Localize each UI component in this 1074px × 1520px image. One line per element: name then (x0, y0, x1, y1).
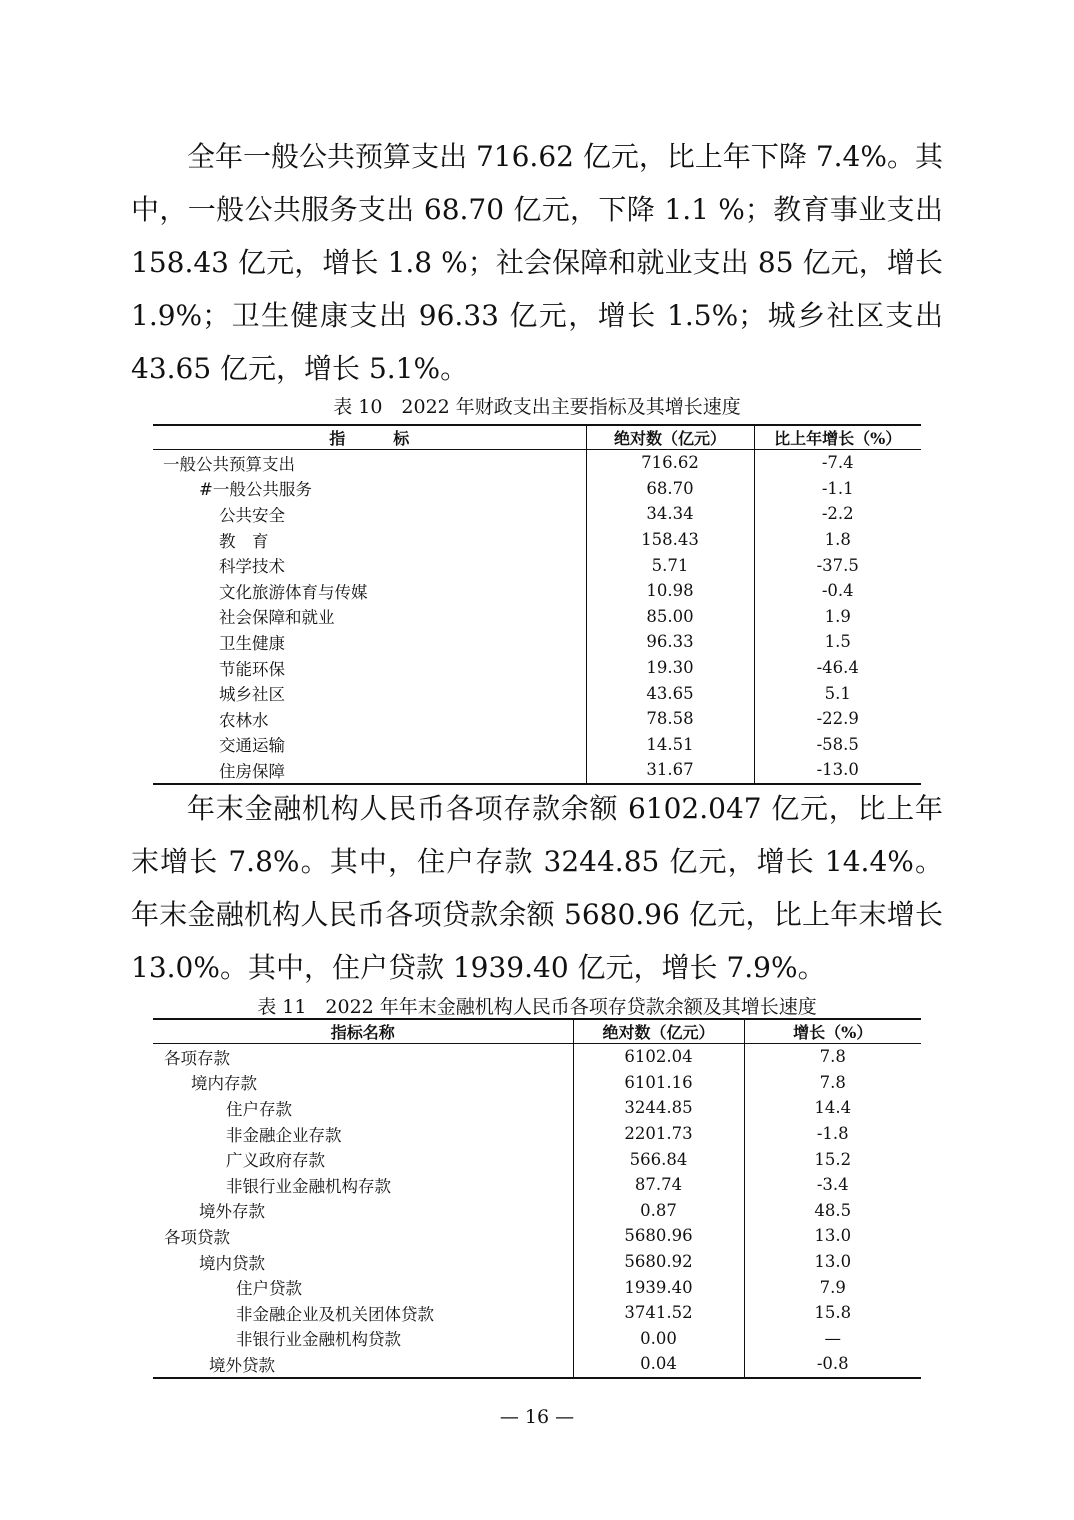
growth-cell: 14.4 (814, 1098, 852, 1118)
indicator-cell: 教 育 (219, 531, 269, 551)
table10-fiscal-expenditure (153, 424, 921, 785)
indicator-cell: 各项贷款 (164, 1227, 230, 1247)
table-row (153, 1249, 921, 1275)
value-cell: 0.00 (573, 1326, 744, 1352)
indicator-cell: 非金融企业及机关团体贷款 (236, 1304, 434, 1324)
growth-cell: 15.8 (814, 1303, 852, 1323)
paragraph-fiscal-expenditure: 全年一般公共预算支出 716.62 亿元，比上年下降 7.4%。其中，一般公共服务支出 68.70 亿元，下降 1.1 %；教育事业支出 158.43 亿元，增长 1.8 %；社会保障和就业支出 85 亿元，增长 1.9%；卫生健康支出 96.33 亿元，增长 1.5%；城乡社区支出 43.65 亿元，增长 5.1%。 (131, 140, 943, 385)
table11-deposits-loans (153, 1018, 921, 1379)
indicator-cell: 卫生健康 (219, 633, 285, 653)
value-cell: 68.70 (586, 476, 754, 502)
table-row (153, 680, 921, 706)
indicator-cell: 广义政府存款 (226, 1151, 325, 1171)
column-header: 比上年增长（%） (754, 425, 921, 450)
table-row (153, 552, 921, 578)
value-cell: 0.87 (573, 1198, 744, 1224)
value-cell: 3741.52 (573, 1300, 744, 1326)
column-header: 指标名称 (153, 1019, 573, 1044)
table10-caption: 表 10 2022 年财政支出主要指标及其增长速度 (333, 396, 741, 418)
value-cell: 96.33 (586, 629, 754, 655)
indicator-cell: 交通运输 (219, 736, 285, 756)
table-row (153, 706, 921, 732)
growth-cell: — (824, 1328, 841, 1348)
growth-cell: 15.2 (814, 1149, 852, 1169)
table-row (153, 732, 921, 758)
table-row (153, 629, 921, 655)
table-header-row (153, 1019, 921, 1044)
indicator-cell: 境外存款 (199, 1202, 265, 1222)
indicator-cell: 非金融企业存款 (226, 1125, 342, 1145)
indicator-cell: 一般公共预算支出 (163, 454, 295, 474)
table-row (153, 1044, 921, 1070)
value-cell: 10.98 (586, 578, 754, 604)
value-cell: 566.84 (573, 1146, 744, 1172)
table-row (153, 1223, 921, 1249)
value-cell: 716.62 (586, 450, 754, 476)
indicator-cell: #一般公共服务 (199, 480, 312, 500)
value-cell: 43.65 (586, 680, 754, 706)
value-cell: 31.67 (586, 757, 754, 784)
value-cell: 85.00 (586, 604, 754, 630)
table-row (153, 1198, 921, 1224)
growth-cell: -2.2 (821, 504, 854, 524)
table-row (153, 1351, 921, 1378)
growth-cell: 7.8 (819, 1047, 846, 1067)
table-row (153, 1121, 921, 1147)
value-cell: 5680.92 (573, 1249, 744, 1275)
growth-cell: -13.0 (816, 760, 859, 780)
indicator-cell: 非银行业金融机构存款 (226, 1176, 391, 1196)
table-row (153, 604, 921, 630)
value-cell: 14.51 (586, 732, 754, 758)
table-row (153, 655, 921, 681)
column-header: 指 标 (153, 425, 586, 450)
value-cell: 158.43 (586, 527, 754, 553)
indicator-cell: 境外贷款 (209, 1355, 275, 1375)
growth-cell: 7.9 (819, 1277, 846, 1297)
value-cell: 1939.40 (573, 1274, 744, 1300)
value-cell: 78.58 (586, 706, 754, 732)
indicator-cell: 住户存款 (226, 1099, 292, 1119)
column-header: 绝对数（亿元） (586, 425, 754, 450)
indicator-cell: 住房保障 (219, 761, 285, 781)
indicator-cell: 非银行业金融机构贷款 (236, 1330, 401, 1350)
table-row (153, 757, 921, 784)
growth-cell: -3.4 (816, 1175, 849, 1195)
table-row (153, 1172, 921, 1198)
table-row (153, 501, 921, 527)
value-cell: 19.30 (586, 655, 754, 681)
growth-cell: -0.8 (816, 1354, 849, 1374)
indicator-cell: 科学技术 (219, 557, 285, 577)
growth-cell: -37.5 (816, 555, 859, 575)
growth-cell: -22.9 (816, 709, 859, 729)
paragraph-financial-deposits-loans: 年末金融机构人民币各项存款余额 6102.047 亿元，比上年末增长 7.8%。其中，住户存款 3244.85 亿元，增长 14.4%。年末金融机构人民币各项贷款余额 5680.96 亿元，比上年末增长 13.0%。其中，住户贷款 1939.40 亿元，增长 7.9%。 (131, 792, 943, 984)
growth-cell: 13.0 (814, 1252, 852, 1272)
indicator-cell: 城乡社区 (219, 685, 285, 705)
page-number: — 16 — (499, 1406, 575, 1428)
indicator-cell: 文化旅游体育与传媒 (219, 582, 368, 602)
column-header: 增长（%） (744, 1019, 921, 1044)
growth-cell: -1.1 (821, 478, 854, 498)
table-row (153, 578, 921, 604)
growth-cell: 1.9 (824, 606, 851, 626)
indicator-cell: 各项存款 (164, 1048, 230, 1068)
table-row (153, 1326, 921, 1352)
value-cell: 87.74 (573, 1172, 744, 1198)
value-cell: 5680.96 (573, 1223, 744, 1249)
value-cell: 0.04 (573, 1351, 744, 1378)
indicator-cell: 节能环保 (219, 659, 285, 679)
indicator-cell: 农林水 (219, 710, 269, 730)
growth-cell: -46.4 (816, 658, 859, 678)
table-row (153, 1274, 921, 1300)
column-header: 绝对数（亿元） (573, 1019, 744, 1044)
value-cell: 34.34 (586, 501, 754, 527)
growth-cell: 1.8 (824, 530, 851, 550)
indicator-cell: 境内存款 (191, 1074, 257, 1094)
growth-cell: 48.5 (814, 1200, 852, 1220)
table-row (153, 476, 921, 502)
growth-cell: 13.0 (814, 1226, 852, 1246)
value-cell: 2201.73 (573, 1121, 744, 1147)
table11-caption: 表 11 2022 年年末金融机构人民币各项存贷款余额及其增长速度 (257, 996, 817, 1018)
table-row (153, 1300, 921, 1326)
growth-cell: -58.5 (816, 734, 859, 754)
value-cell: 3244.85 (573, 1095, 744, 1121)
indicator-cell: 住户贷款 (236, 1279, 302, 1299)
growth-cell: -7.4 (821, 453, 854, 473)
table-row (153, 1095, 921, 1121)
table-row (153, 527, 921, 553)
growth-cell: 1.5 (824, 632, 851, 652)
indicator-cell: 社会保障和就业 (219, 608, 335, 628)
value-cell: 6102.04 (573, 1044, 744, 1070)
table-header-row (153, 425, 921, 450)
value-cell: 5.71 (586, 552, 754, 578)
table-row (153, 450, 921, 476)
table-row (153, 1146, 921, 1172)
table-row (153, 1070, 921, 1096)
growth-cell: 5.1 (824, 683, 851, 703)
growth-cell: 7.8 (819, 1072, 846, 1092)
value-cell: 6101.16 (573, 1070, 744, 1096)
growth-cell: -1.8 (816, 1124, 849, 1144)
indicator-cell: 境内贷款 (199, 1253, 265, 1273)
growth-cell: -0.4 (821, 581, 854, 601)
indicator-cell: 公共安全 (219, 505, 285, 525)
